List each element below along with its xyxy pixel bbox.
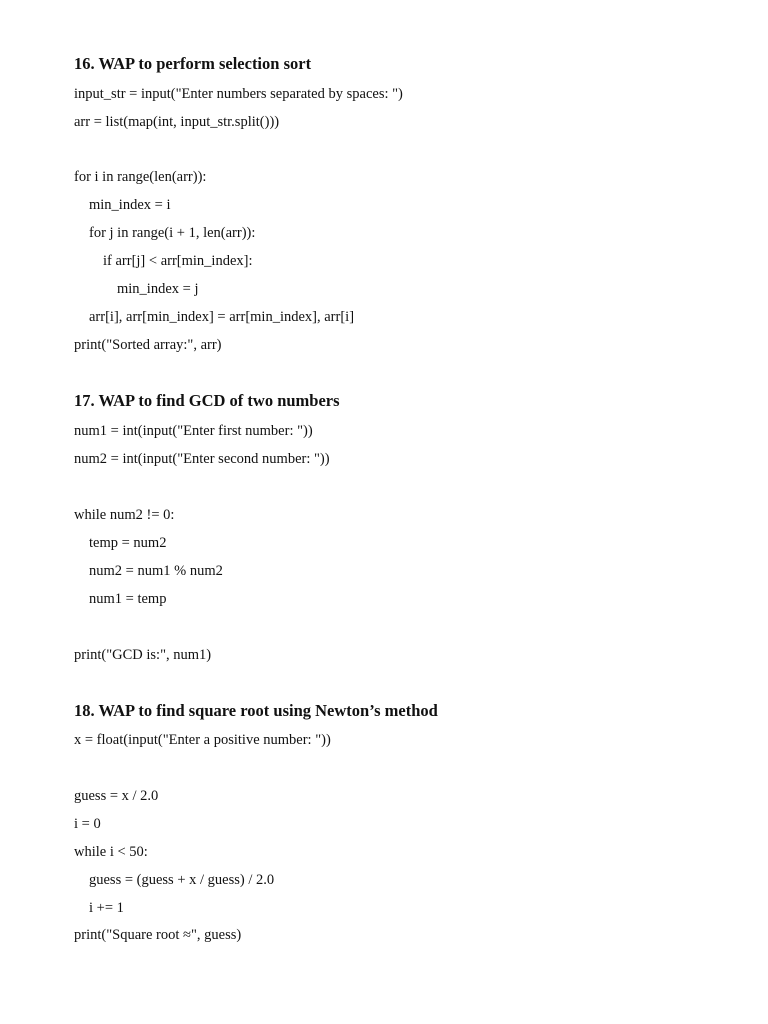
- code-line: num1 = int(input("Enter first number: ")): [74, 423, 313, 439]
- code-line: x = float(input("Enter a positive number: ")): [74, 732, 331, 748]
- code-line: i += 1: [89, 900, 124, 916]
- code-line: temp = num2: [89, 535, 167, 551]
- code-line: for i in range(len(arr)):: [74, 169, 207, 185]
- code-line: for j in range(i + 1, len(arr)):: [89, 225, 256, 241]
- section-16-heading: 16. WAP to perform selection sort: [74, 54, 312, 73]
- code-line: print("GCD is:", num1): [74, 647, 212, 663]
- code-line: min_index = i: [89, 197, 171, 213]
- code-line: num2 = num1 % num2: [89, 563, 223, 579]
- code-line: print("Square root ≈", guess): [74, 927, 242, 943]
- code-line: min_index = j: [117, 281, 199, 297]
- code-line: guess = x / 2.0: [74, 788, 159, 804]
- code-line: arr = list(map(int, input_str.split())): [74, 114, 280, 130]
- code-line: guess = (guess + x / guess) / 2.0: [89, 872, 275, 888]
- code-line: num2 = int(input("Enter second number: ")): [74, 451, 330, 467]
- section-17-heading: 17. WAP to find GCD of two numbers: [74, 391, 340, 410]
- code-line: if arr[j] < arr[min_index]:: [103, 253, 253, 269]
- section-18-heading: 18. WAP to find square root using Newton’s method: [74, 701, 438, 720]
- code-line: input_str = input("Enter numbers separated by spaces: "): [74, 86, 403, 102]
- code-line: num1 = temp: [89, 591, 167, 607]
- code-line: arr[i], arr[min_index] = arr[min_index], arr[i]: [89, 309, 355, 325]
- code-line: i = 0: [74, 816, 101, 832]
- code-line: print("Sorted array:", arr): [74, 337, 222, 353]
- code-line: while num2 != 0:: [74, 507, 175, 523]
- code-line: while i < 50:: [74, 844, 148, 860]
